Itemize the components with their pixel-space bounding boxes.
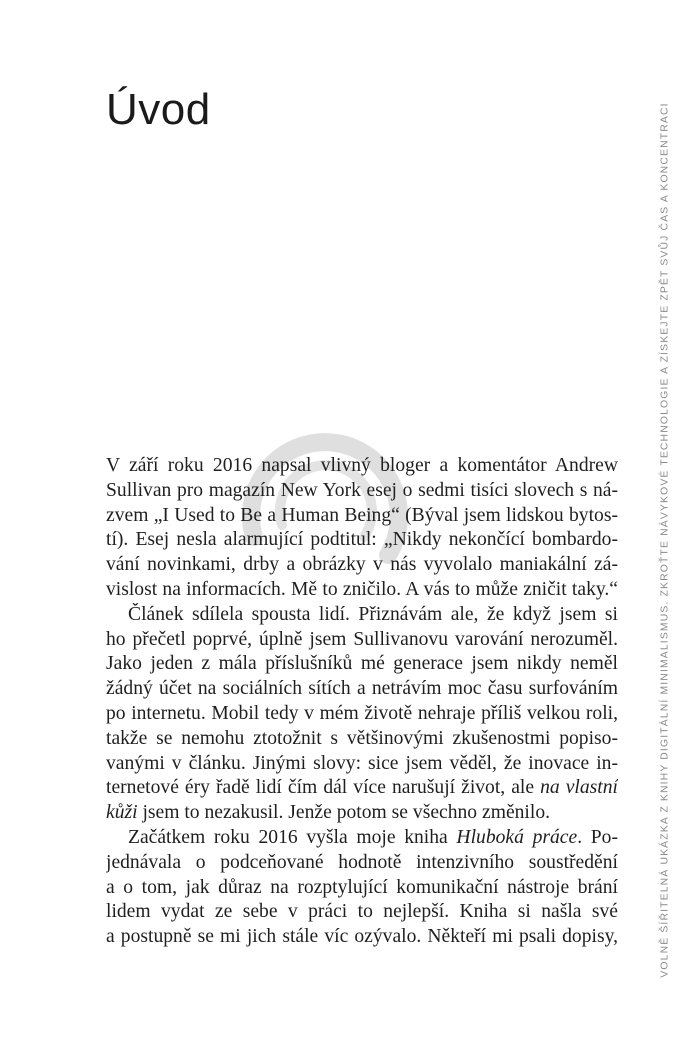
- text-fragment: ternetové éry řadě lidí čím dál více narušují život, ale: [106, 777, 541, 799]
- text-line: [106, 801, 618, 826]
- text-line: Článek sdílela spousta lidí. Přiznávám ale, že když jsem si: [128, 603, 618, 625]
- emphasis-text: na vlastní: [540, 777, 618, 799]
- side-note-text: VOLNĚ ŠÍŘITELNÁ UKÁZKA Z KNIHY DIGITÁLNÍ MINIMALISMUS. ZKROŤTE NÁVYKOVÉ TECHNOLOGIE A ZÍSKEJTE ZPĚT SVŮJ ČAS A KONCENTRACI: [659, 102, 671, 978]
- text-line: a postupně se mi jich stále víc ozývalo. Někteří mi psali dopisy,: [106, 926, 618, 948]
- text-line: V září roku 2016 napsal vlivný bloger a komentátor Andrew: [106, 455, 618, 476]
- text-fragment: jsem to nezakusil. Jenže potom se všechno změnilo.: [137, 802, 551, 824]
- text-line: Sullivan pro magazín New York esej o sedmi tisíci slovech s ná-: [106, 479, 618, 501]
- text-line: [106, 776, 618, 801]
- text-line: vanými v článku. Jinými slovy: sice jsem věděl, že inovace in-: [106, 752, 618, 774]
- text-line: lidem vydat ze sebe v práci to nejlepší. Kniha si našla své: [106, 901, 618, 923]
- text-line: Jako jeden z mála příslušníků mé generace jsem nikdy neměl: [106, 653, 618, 675]
- chapter-title: Úvod: [106, 85, 211, 134]
- text-fragment: . Po-: [577, 826, 618, 848]
- text-fragment: Začátkem roku 2016 vyšla moje kniha: [128, 826, 457, 848]
- text-line: vání novinkami, drby a obrázky v nás vyvolalo maniakální zá-: [106, 554, 618, 576]
- body-text: [106, 454, 618, 950]
- text-line: takže se nemohu ztotožnit s většinovými zkušenostmi popiso-: [106, 727, 618, 749]
- text-line: po internetu. Mobil tedy v mém životě nehraje příliš velkou roli,: [106, 702, 618, 724]
- paragraph: [106, 826, 618, 950]
- text-line: zvem „I Used to Be a Human Being“ (Býval jsem lidskou bytos-: [106, 504, 618, 526]
- side-note: [654, 100, 676, 980]
- text-line: vislost na informacích. Mě to zničilo. A vás to může zničit taky.“: [106, 578, 618, 600]
- text-line: a o tom, jak důraz na rozptylující komunikační nástroje brání: [106, 876, 618, 898]
- paragraph: [106, 603, 618, 826]
- paragraph: [106, 454, 618, 603]
- text-line: žádný účet na sociálních sítích a netrávím moc času surfováním: [106, 678, 618, 700]
- text-line: jednávala o podceňované hodnotě intenzivního soustředění: [106, 851, 618, 873]
- text-line: ho přečetl poprvé, úplně jsem Sullivanovu varování nerozuměl.: [106, 628, 618, 650]
- text-line: tí). Esej nesla alarmující podtitul: „Nikdy nekončící bombardo-: [106, 529, 618, 551]
- text-line: [106, 826, 618, 851]
- book-title-text: Hluboká práce: [456, 826, 578, 848]
- emphasis-text: kůži: [106, 802, 138, 824]
